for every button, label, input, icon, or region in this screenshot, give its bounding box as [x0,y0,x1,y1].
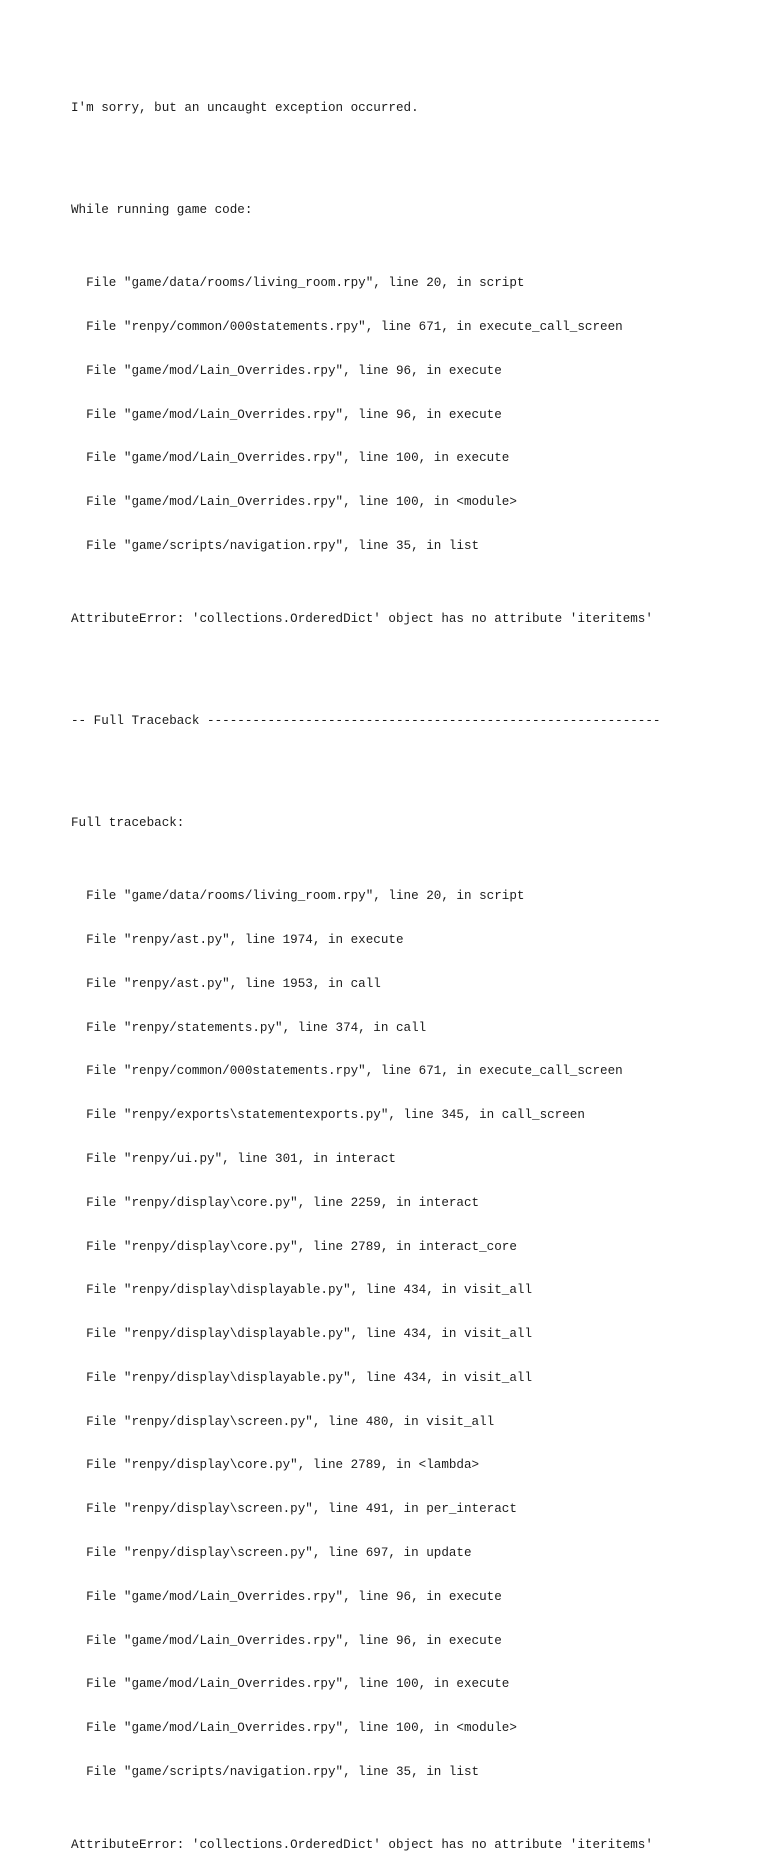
traceback-frame: File "game/scripts/navigation.rpy", line 35, in list [71,1764,480,1779]
blank-line [71,656,761,671]
traceback-frame: File "renpy/common/000statements.rpy", line 671, in execute_call_screen [71,320,623,335]
traceback-frame: File "game/mod/Lain_Overrides.rpy", line 100, in execute [71,1677,510,1692]
traceback-frame: File "game/mod/Lain_Overrides.rpy", line 100, in <module> [71,495,517,510]
traceback-frame: File "game/mod/Lain_Overrides.rpy", line 96, in execute [71,1633,502,1648]
traceback-frame: File "game/scripts/navigation.rpy", line 35, in list [71,539,480,553]
blank-line [71,758,761,773]
traceback-frame: File "renpy/ast.py", line 1974, in execute [71,933,404,948]
game-code-header: While running game code: [71,203,253,218]
traceback-frame: File "renpy/exports\statementexports.py", line 345, in call_screen [71,1108,585,1123]
traceback-frame: File "renpy/display\screen.py", line 491, in per_interact [71,1502,517,1517]
traceback-frame: File "renpy/ui.py", line 301, in interact [71,1151,396,1166]
traceback-frame: File "renpy/display\displayable.py", line 434, in visit_all [71,1370,533,1385]
traceback-frame: File "renpy/common/000statements.rpy", line 671, in execute_call_screen [71,1064,623,1079]
game-code-error: AttributeError: 'collections.OrderedDict' object has no attribute 'iteritems' [71,611,653,626]
full-traceback-frames [71,860,761,1809]
traceback-frame: File "renpy/display\core.py", line 2789, in <lambda> [71,1458,480,1473]
traceback-frame: File "renpy/display\displayable.py", line 434, in visit_all [71,1327,533,1342]
traceback-frame: File "renpy/display\core.py", line 2259, in interact [71,1195,480,1210]
traceback-frame: File "game/mod/Lain_Overrides.rpy", line 96, in execute [71,1589,502,1604]
traceback-frame: File "game/mod/Lain_Overrides.rpy", line 100, in execute [71,451,510,466]
traceback-frame: File "game/mod/Lain_Overrides.rpy", line 100, in <module> [71,1721,517,1736]
exception-report [71,72,761,1867]
traceback-frame: File "renpy/ast.py", line 1953, in call [71,976,381,991]
traceback-frame: File "game/data/rooms/living_room.rpy", line 20, in script [71,276,525,291]
traceback-frame: File "renpy/display\core.py", line 2789, in interact_core [71,1239,517,1254]
traceback-frame: File "game/mod/Lain_Overrides.rpy", line 96, in execute [71,363,502,378]
full-traceback-error: AttributeError: 'collections.OrderedDict' object has no attribute 'iteritems' [71,1837,653,1852]
traceback-frame: File "renpy/display\displayable.py", line 434, in visit_all [71,1283,533,1298]
full-traceback-separator: -- Full Traceback ------------------------------------------------------------ [71,714,661,729]
traceback-frame: File "renpy/statements.py", line 374, in call [71,1020,427,1035]
traceback-frame: File "renpy/display\screen.py", line 480, in visit_all [71,1414,495,1429]
traceback-frame: File "renpy/display\screen.py", line 697, in update [71,1545,472,1560]
game-code-frames [71,247,761,583]
traceback-frame: File "game/data/rooms/living_room.rpy", line 20, in script [71,889,525,904]
exception-intro: I'm sorry, but an uncaught exception occurred. [71,101,419,116]
blank-line [71,145,761,160]
traceback-frame: File "game/mod/Lain_Overrides.rpy", line 96, in execute [71,407,502,422]
full-traceback-header: Full traceback: [71,816,185,831]
